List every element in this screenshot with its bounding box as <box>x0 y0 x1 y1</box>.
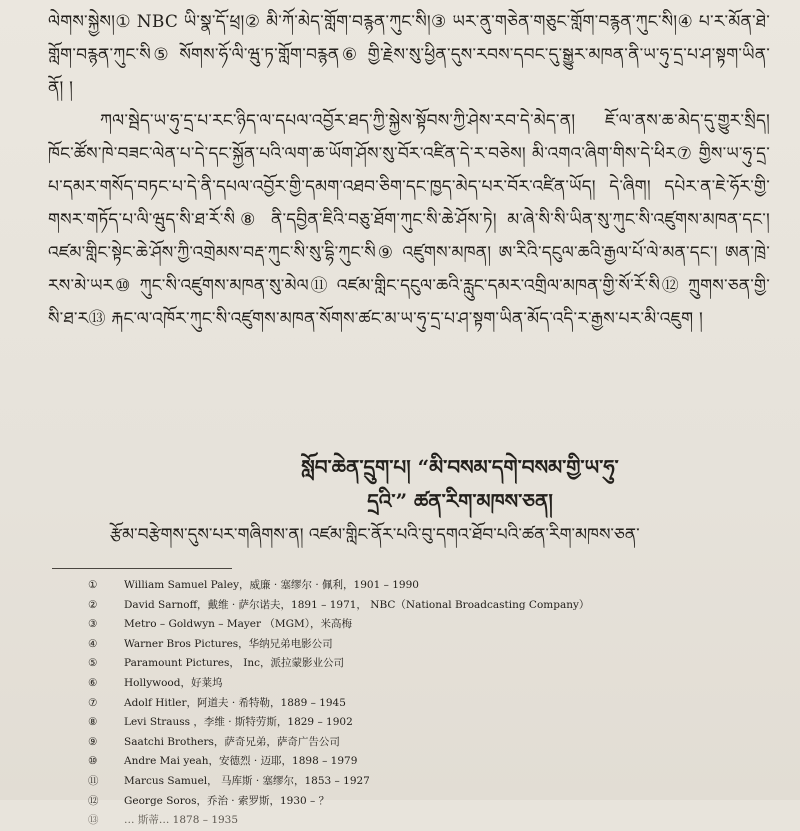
footnote-text: David Sarnoff，戴维 · 萨尔诺夫，1891 – 1971， NBC（National Broadcasting Company） <box>124 598 590 611</box>
footnote-number: ⑤ <box>88 657 98 670</box>
footnote-text: Marcus Samuel， 马库斯 · 塞缪尔，1853 – 1927 <box>124 774 370 787</box>
footnote-text: Adolf Hitler，阿道夫 · 希特勒，1889 – 1945 <box>124 696 346 709</box>
section-heading-line-1: སློབ་ཆེན་དྲུག་པ། “མི་བསམ་དགེ་བསམ་གྱི་ཡ་ཧུ་ <box>301 455 619 479</box>
footnote-list <box>88 576 728 831</box>
section-heading-line-2: དྲའི་” ཚན་རིག་མཁས་ཅན། <box>367 489 553 513</box>
footnote-text: Saatchi Brothers，萨奇兄弟，萨奇广告公司 <box>124 735 340 748</box>
body-text <box>48 6 770 336</box>
section-subheading: རྩོམ་བརྩེགས་དུས་པར་གཞིགས་ན། འཛམ་གླིང་ནོར་པའི་བུ་དགའ་ཐོབ་པའི་ཚན་རིག་མཁས་ཅན་ <box>110 525 640 545</box>
footnote-text: Levi Strauss ，李维 · 斯特劳斯，1829 – 1902 <box>124 716 353 729</box>
footnote-item <box>88 792 728 812</box>
footnote-text: Warner Bros Pictures，华纳兄弟电影公司 <box>124 637 333 650</box>
footnote-item <box>88 713 728 733</box>
footnote-divider <box>52 568 232 569</box>
footnote-number: ⑦ <box>88 696 98 709</box>
footnote-number: ⑧ <box>88 716 98 729</box>
footnote-text: … 斯蒂… 1878 – 1935 <box>124 814 239 827</box>
footnote-number: ③ <box>88 618 98 631</box>
footnote-number: ⑥ <box>88 676 98 689</box>
footnote-item <box>88 654 728 674</box>
footnote-number: ⑪ <box>88 774 99 787</box>
footnote-text: Hollywood，好莱坞 <box>124 676 223 689</box>
footnote-text: William Samuel Paley，威廉 · 塞缪尔 · 佩利，1901 – 1990 <box>124 579 419 591</box>
footnote-text: Paramount Pictures， Inc，派拉蒙影业公司 <box>124 657 345 670</box>
footnote-number: ① <box>88 579 98 591</box>
footnote-text: Andre Mai yeah，安德烈 · 迈耶，1898 – 1979 <box>124 755 358 768</box>
footnote-item <box>88 576 728 596</box>
footnote-item <box>88 772 728 792</box>
footnote-item <box>88 615 728 635</box>
footnote-number: ④ <box>88 637 98 650</box>
footnote-item <box>88 635 728 655</box>
footnote-item <box>88 674 728 694</box>
footnote-item <box>88 596 728 616</box>
footnote-number: ⑬ <box>88 814 99 827</box>
footnote-item <box>88 811 728 831</box>
footnote-item <box>88 694 728 714</box>
footnote-item <box>88 733 728 753</box>
footnote-item <box>88 752 728 772</box>
footnote-text: Metro – Goldwyn – Mayer （MGM），米高梅 <box>124 618 353 631</box>
footnote-number: ⑩ <box>88 755 98 768</box>
paragraph-1: ལེགས་སྐྱེས།① NBC ཡི་སྣ་དོ་ཕྲ།② མི་ཀོ་མེད་གློག་བརྙན་ཀུང་སི།③ ཡར་ནུ་གཅེན་གཅུང་གློག་བརྙན་ཀུང་སི།④ པ་ར་མོན་ཐེ་གློག་བརྙན་ཀུང་སི⑤ སོགས་ཧོ་ལི་ཝུ་ཏ་གློག་བརྙན⑥ གྱི་རྗེས་སུ་ཕྱིན་དུས་རབས་དབང་དུ་སྒྱུར་མཁན་ནི་ཡ་ཧུ་དྲ་པ་ཤ་སྟག་ཡིན་ནོ། ། <box>48 12 770 98</box>
footnote-text: George Soros，乔治 · 索罗斯，1930 – ？ <box>124 794 330 807</box>
footnote-number: ⑨ <box>88 735 98 748</box>
section-heading <box>180 450 740 518</box>
footnote-number: ⑫ <box>88 794 99 807</box>
footnote-number: ② <box>88 598 98 611</box>
paragraph-2: ཀལ་སྦེད་ཡ་ཧུ་དྲ་པ་རང་ཉིད་ལ་དཔལ་འབྱོར་ཐད་ཀྱི་སྐྱེས་སྟོབས་ཀྱི་ཤེས་རབ་དེ་མེད་ན། ཇོ་ལ་ནས་ཆ་མེད་དུ་གྱུར་སྲིད། ཁོང་ཚོས་ཁེ་བཟང་ལེན་པ་དེ་དང་སྐྱོན་པའི་ལག་ཆ་ཡོག་ཤོས་སུ་བོར་འཛིན་དེ་ར་བཅེས། མི་འགའ་ཞིག་གིས་དེ་ཕིར⑦ གྱིས་ཡ་ཧུ་དྲ་པ་དམར་གསོད་བཏང་པ་དེ་ནི་དཔལ་འབྱོར་གྱི་དམག་འཐབ་ཅིག་དང་ཁྱད་མེད་པར་བོར་འཛིན་ཡོད། དེ་ཞིག། དཔེར་ན་ཇེ་ཧོར་གྱི་གསར་གཏོད་པ་ལི་ཝུད་སི་ཐ་རོ་སི⑧ ནི་དབྱིན་ཇིའི་བཅུ་ཐོག་ཀུང་སི་ཆེ་ཤོས་ཏེ། མ་ཞེ་སི་སི་ཡིན་སུ་ཀུང་སི་འཛུགས་མཁན་དང་། འཛམ་གླིང་སྟེང་ཆེ་ཤོས་ཀྱི་འགྲེམས་བརྡ་ཀུང་སི་སུ་དྷི་ཀུང་སི⑨ འཛུགས་མཁན། ཨ་རིའི་དངུལ་ཆའི་རྒྱལ་པོ་ལེ་མན་དང་། ཨན་ཁྲེ་རས་མེ་ཡར⑩ ཀུང་སི་འཛུགས་མཁན་སུ་མེལ⑪ འཛམ་གླིང་དངུལ་ཆའི་རླུང་དམར་འགྲིལ་མཁན་གྱི་སོ་རོ་སི⑫ ཀྲུགས་ཅན་གྱི་སི་ཐ་ར⑬ རྐང་ལ་འཁོར་ཀུང་སི་འཛུགས་མཁན་སོགས་ཚང་མ་ཡ་ཧུ་དྲ་པ་ཤ་སྟག་ཡིན་མོད་འདི་ར་རྒྱས་པར་མི་འཇུག ། <box>48 111 770 329</box>
